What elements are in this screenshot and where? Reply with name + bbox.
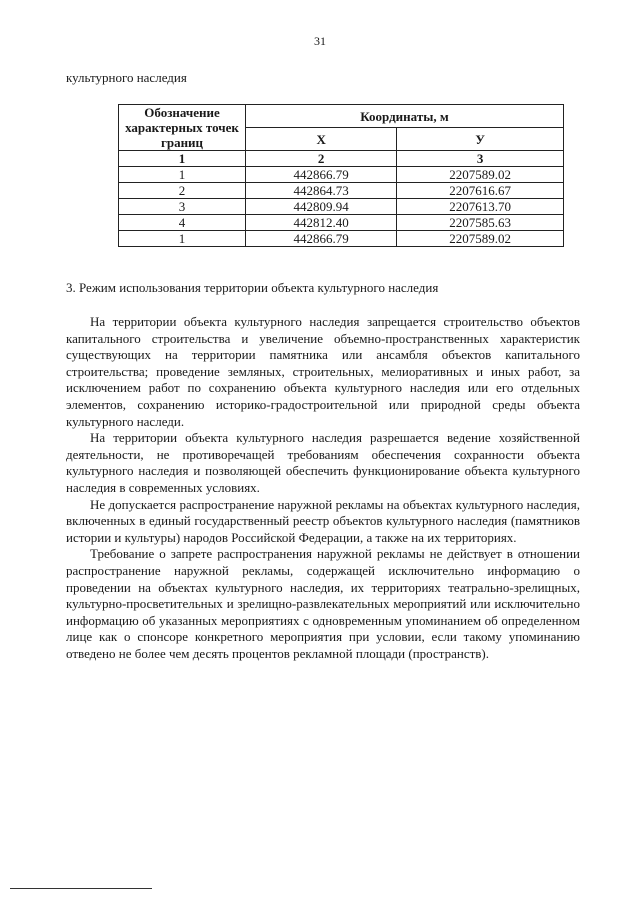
table-row — [119, 183, 564, 199]
y-cell: 2207589.02 — [397, 231, 564, 247]
point-cell: 2 — [119, 183, 246, 199]
section-title: 3. Режим использования территории объекта культурного наследия — [66, 280, 439, 295]
header-point-designation: Обозначение характерных точек границ — [119, 105, 246, 151]
y-cell: 2207613.70 — [397, 199, 564, 215]
point-cell: 1 — [119, 167, 246, 183]
paragraph: На территории объекта культурного наследия запрещается строительство объектов капитального строительства и увеличение объемно-пространственных характеристик существующих на территории памятника или ансамбля объектов капитального строительства; проведение земляных, строительных, мелиоративных и иных работ, за исключением работ по сохранению объекта культурного наследия или его отдельных элементов, сохранению историко-градостроительной или природной среды объекта культурного наследи. — [66, 314, 580, 429]
x-cell: 442809.94 — [246, 199, 397, 215]
paragraph: На территории объекта культурного наследия разрешается ведение хозяйственной деятельности, не противоречащей требованиям обеспечения сохранности объекта культурного наследия и позволяющей обеспечить функционирование объекта культурного наследия в современных условиях. — [66, 430, 580, 495]
table-row — [119, 215, 564, 231]
point-cell: 3 — [119, 199, 246, 215]
table-row — [119, 231, 564, 247]
paragraph: Требование о запрете распространения наружной рекламы не действует в отношении распространение наружной рекламы, содержащей исключительно информацию о проведении на объектах культурного наследия, их территориях театрально-зрелищных, культурно-просветительных и зрелищно-развлекательных мероприятий или исключительно информацию об указанных мероприятиях с одновременным упоминанием об определенном лице как о спонсоре конкретного мероприятия при условии, если такому упоминанию отведено не более чем десять процентов рекламной площади (пространств). — [66, 546, 580, 661]
table-index-row — [119, 151, 564, 167]
body-text — [66, 314, 580, 662]
point-cell: 1 — [119, 231, 246, 247]
footnote-separator — [10, 888, 152, 889]
table-row — [119, 199, 564, 215]
x-cell: 442866.79 — [246, 167, 397, 183]
y-cell: 2207589.02 — [397, 167, 564, 183]
page-number: 31 — [314, 34, 326, 48]
point-cell: 4 — [119, 215, 246, 231]
x-cell: 442864.73 — [246, 183, 397, 199]
index-cell: 1 — [119, 151, 246, 167]
header-x: X — [246, 128, 397, 151]
y-cell: 2207585.63 — [397, 215, 564, 231]
header-coordinates: Координаты, м — [246, 105, 564, 128]
coordinates-table — [118, 104, 564, 247]
index-cell: 2 — [246, 151, 397, 167]
index-cell: 3 — [397, 151, 564, 167]
y-cell: 2207616.67 — [397, 183, 564, 199]
paragraph: Не допускается распространение наружной рекламы на объектах культурного наследия, включенных в единый государственный реестр объектов культурного наследия (памятников истории и культуры) народов Российской Федерации, а также на их территориях. — [66, 496, 580, 545]
header-y: У — [397, 128, 564, 151]
x-cell: 442812.40 — [246, 215, 397, 231]
intro-line: культурного наследия — [66, 70, 187, 85]
table-row — [119, 167, 564, 183]
x-cell: 442866.79 — [246, 231, 397, 247]
